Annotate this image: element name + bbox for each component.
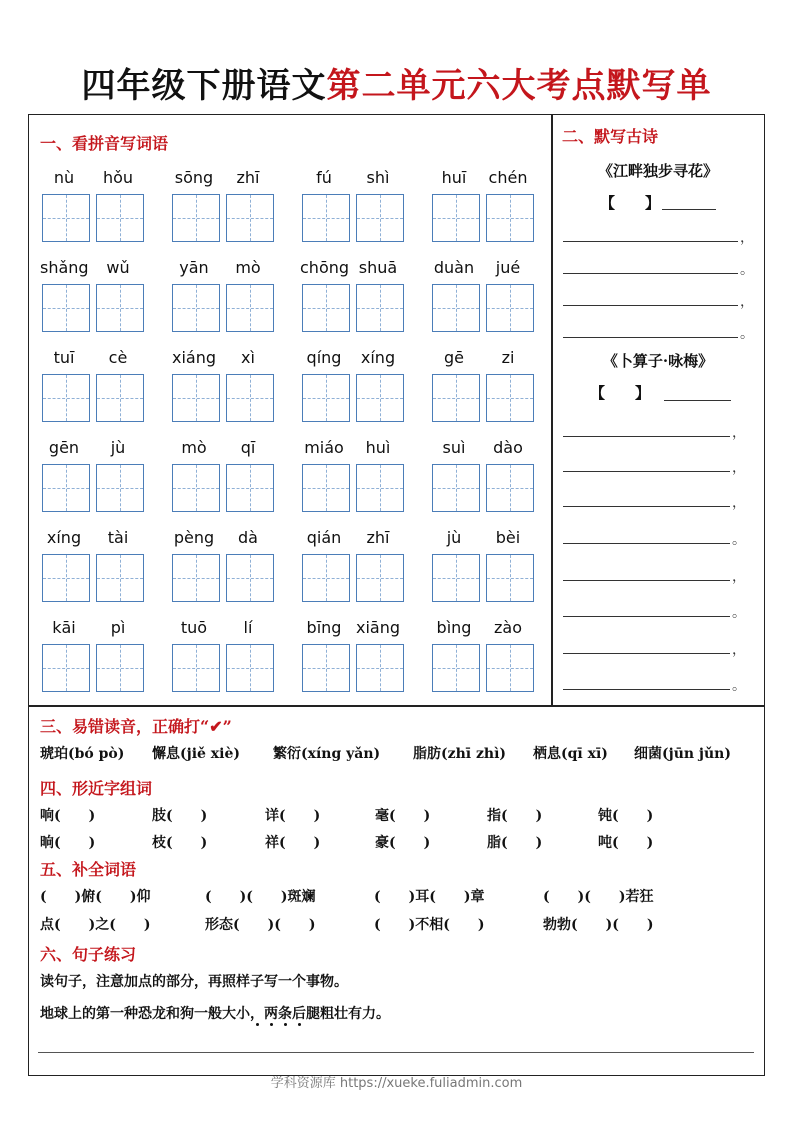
pinyin-label: miáo [304, 438, 344, 457]
poem2-title: 《卜算子·咏梅》 [602, 352, 714, 370]
poem2-author-line[interactable] [664, 400, 731, 401]
pinyin-label: xiáng [171, 348, 216, 367]
pinyin-label: huì [365, 438, 391, 457]
exercise-instruction: 读句子，注意加点的部分，再照样子写一个事物。 [40, 974, 348, 990]
idiom-blank[interactable]: ( )俯( )仰 [40, 889, 151, 905]
section2-heading: 二、默写古诗 [562, 127, 659, 146]
poem-punctuation: 。 [740, 326, 754, 342]
writing-box[interactable] [356, 194, 404, 242]
poem2-author-bracket: 【 】 [590, 384, 651, 402]
writing-box[interactable] [302, 374, 350, 422]
writing-box[interactable] [226, 194, 274, 242]
pinyin-label: fú [316, 168, 332, 187]
writing-box[interactable] [356, 284, 404, 332]
writing-box[interactable] [486, 554, 534, 602]
writing-box[interactable] [172, 554, 220, 602]
poem-writing-line[interactable] [563, 543, 730, 544]
pinyin-label: nù [53, 168, 75, 187]
pinyin-label: mò [181, 438, 207, 457]
writing-box[interactable] [172, 464, 220, 512]
writing-box[interactable] [432, 554, 480, 602]
poem-punctuation: ， [740, 230, 754, 246]
pinyin-label: pì [110, 618, 126, 637]
poem-writing-line[interactable] [563, 241, 738, 242]
pinyin-label: hǒu [102, 168, 134, 187]
word-blank[interactable]: 吨( ) [598, 835, 654, 851]
page-title: 四年级下册语文第二单元六大考点默写单 [81, 66, 712, 106]
writing-box[interactable] [356, 644, 404, 692]
pinyin-label: zhī [366, 528, 390, 547]
writing-box[interactable] [172, 644, 220, 692]
pinyin-label: tuī [53, 348, 75, 367]
writing-box[interactable] [432, 194, 480, 242]
pinyin-label: huī [441, 168, 467, 187]
poem1-author-line[interactable] [662, 209, 716, 210]
writing-box[interactable] [486, 464, 534, 512]
pinyin-label: dà [238, 528, 258, 547]
section4-heading: 四、形近字组词 [40, 779, 153, 798]
pinyin-label: xiāng [355, 618, 400, 637]
writing-box[interactable] [42, 374, 90, 422]
reading-item[interactable]: 琥珀(bó pò) [40, 746, 125, 762]
section3-heading: 三、易错读音，正确打“✔” [40, 717, 232, 736]
writing-box[interactable] [42, 644, 90, 692]
writing-box[interactable] [356, 554, 404, 602]
writing-box[interactable] [172, 194, 220, 242]
writing-box[interactable] [432, 374, 480, 422]
writing-box[interactable] [42, 554, 90, 602]
pinyin-label: xíng [46, 528, 82, 547]
word-blank[interactable]: 豪( ) [375, 835, 431, 851]
pinyin-label: qián [306, 528, 342, 547]
pinyin-label: duàn [433, 258, 475, 277]
pinyin-label: shǎng [40, 258, 89, 277]
writing-box[interactable] [42, 194, 90, 242]
poem-writing-line[interactable] [563, 305, 738, 306]
writing-box[interactable] [42, 284, 90, 332]
reading-item[interactable]: 栖息(qī xī) [533, 746, 608, 762]
word-blank[interactable]: 脂( ) [487, 835, 543, 851]
footer-watermark: 学科资源库 https://xueke.fuliadmin.com [270, 1076, 523, 1091]
pinyin-label: tuō [180, 618, 208, 637]
idiom-blank[interactable]: 点( )之( ) [40, 917, 151, 933]
poem-writing-line[interactable] [563, 580, 730, 581]
word-blank[interactable]: 响( ) [40, 808, 96, 824]
writing-box[interactable] [96, 554, 144, 602]
pinyin-label: lí [243, 618, 253, 637]
writing-box[interactable] [42, 464, 90, 512]
idiom-blank[interactable]: 勃勃( )( ) [543, 917, 654, 933]
poem-punctuation: ， [740, 294, 754, 310]
reading-item[interactable]: 懈息(jiě xiè) [152, 746, 240, 762]
poem-writing-line[interactable] [563, 436, 730, 437]
writing-box[interactable] [96, 284, 144, 332]
writing-box[interactable] [432, 464, 480, 512]
pinyin-label: kāi [52, 618, 76, 637]
writing-box[interactable] [172, 284, 220, 332]
pinyin-label: pèng [173, 528, 215, 547]
word-blank[interactable]: 钝( ) [598, 808, 654, 824]
reading-item[interactable]: 脂肪(zhī zhì) [413, 746, 507, 762]
word-blank[interactable]: 祥( ) [265, 835, 321, 851]
writing-box[interactable] [226, 554, 274, 602]
word-blank[interactable]: 毫( ) [375, 808, 431, 824]
pinyin-label: yān [179, 258, 209, 277]
pinyin-label: chén [488, 168, 528, 187]
pinyin-label: bìng [436, 618, 472, 637]
poem-writing-line[interactable] [563, 337, 738, 338]
poem-punctuation: ， [732, 642, 746, 658]
poem-punctuation: 。 [740, 262, 754, 278]
emphasis-dot [284, 1023, 287, 1026]
writing-box[interactable] [486, 374, 534, 422]
pinyin-label: wǔ [106, 258, 130, 277]
writing-box[interactable] [172, 374, 220, 422]
pinyin-label: jù [446, 528, 462, 547]
emphasis-dot [270, 1023, 273, 1026]
section5-heading: 五、补全词语 [40, 860, 137, 879]
idiom-blank[interactable]: ( )不相( ) [374, 917, 485, 933]
idiom-blank[interactable]: ( )耳( )章 [374, 889, 485, 905]
writing-box[interactable] [302, 284, 350, 332]
pinyin-label: zào [494, 618, 522, 637]
idiom-blank[interactable]: ( )( )若狂 [543, 889, 654, 905]
writing-box[interactable] [302, 194, 350, 242]
poem-punctuation: 。 [732, 605, 746, 621]
writing-box[interactable] [302, 554, 350, 602]
idiom-blank[interactable]: 形态( )( ) [205, 917, 316, 933]
writing-box[interactable] [356, 374, 404, 422]
word-blank[interactable]: 肢( ) [152, 808, 208, 824]
poem-writing-line[interactable] [563, 471, 730, 472]
word-blank[interactable]: 枝( ) [152, 835, 208, 851]
pinyin-label: sōng [174, 168, 214, 187]
word-blank[interactable]: 晌( ) [40, 835, 96, 851]
section-divider [28, 705, 765, 707]
pinyin-label: zhī [236, 168, 260, 187]
pinyin-label: dào [493, 438, 523, 457]
poem-punctuation: ， [732, 460, 746, 476]
emphasis-dot [298, 1023, 301, 1026]
writing-box[interactable] [302, 644, 350, 692]
pinyin-label: mò [235, 258, 261, 277]
pinyin-label: gēn [48, 438, 80, 457]
poem-punctuation: ， [732, 495, 746, 511]
writing-box[interactable] [432, 644, 480, 692]
writing-box[interactable] [96, 464, 144, 512]
poem-punctuation: 。 [732, 678, 746, 694]
example-sentence: 地球上的第一种恐龙和狗一般大小，两条后腿粗壮有力。 [40, 1006, 390, 1022]
pinyin-label: bīng [306, 618, 342, 637]
writing-box[interactable] [226, 284, 274, 332]
pinyin-label: shì [366, 168, 390, 187]
pinyin-label: shuā [358, 258, 398, 277]
writing-box[interactable] [96, 644, 144, 692]
pinyin-label: chōng [300, 258, 350, 277]
poem1-author-bracket: 【 】 [600, 194, 661, 212]
poem-writing-line[interactable] [563, 616, 730, 617]
poem-writing-line[interactable] [563, 506, 730, 507]
poem-writing-line[interactable] [563, 653, 730, 654]
pinyin-label: gē [444, 348, 464, 367]
writing-box[interactable] [302, 464, 350, 512]
pinyin-label: tài [107, 528, 129, 547]
word-blank[interactable]: 详( ) [265, 808, 321, 824]
reading-item[interactable]: 细菌(jūn jǔn) [634, 746, 731, 762]
pinyin-label: qī [240, 438, 256, 457]
word-blank[interactable]: 指( ) [487, 808, 543, 824]
poem1-title: 《江畔独步寻花》 [597, 162, 718, 180]
pinyin-label: xíng [360, 348, 396, 367]
reading-item[interactable]: 繁衍(xíng yǎn) [273, 746, 381, 762]
pinyin-label: suì [442, 438, 466, 457]
idiom-blank[interactable]: ( )( )斑斓 [205, 889, 316, 905]
section1-heading: 一、看拼音写词语 [40, 134, 169, 153]
writing-box[interactable] [226, 644, 274, 692]
column-divider [551, 114, 553, 706]
pinyin-label: bèi [495, 528, 521, 547]
poem-writing-line[interactable] [563, 273, 738, 274]
writing-box[interactable] [432, 284, 480, 332]
emphasis-dot [256, 1023, 259, 1026]
pinyin-label: jù [110, 438, 126, 457]
writing-box[interactable] [226, 374, 274, 422]
writing-box[interactable] [356, 464, 404, 512]
writing-box[interactable] [486, 284, 534, 332]
writing-box[interactable] [486, 644, 534, 692]
poem-punctuation: ， [732, 425, 746, 441]
writing-box[interactable] [486, 194, 534, 242]
answer-line[interactable] [38, 1052, 754, 1053]
pinyin-label: zi [501, 348, 515, 367]
pinyin-label: cè [108, 348, 128, 367]
poem-punctuation: 。 [732, 532, 746, 548]
pinyin-label: jué [495, 258, 521, 277]
pinyin-label: xì [241, 348, 255, 367]
writing-box[interactable] [96, 194, 144, 242]
poem-punctuation: ， [732, 569, 746, 585]
section6-heading: 六、句子练习 [40, 945, 137, 964]
writing-box[interactable] [226, 464, 274, 512]
pinyin-label: qíng [306, 348, 342, 367]
writing-box[interactable] [96, 374, 144, 422]
poem-writing-line[interactable] [563, 689, 730, 690]
